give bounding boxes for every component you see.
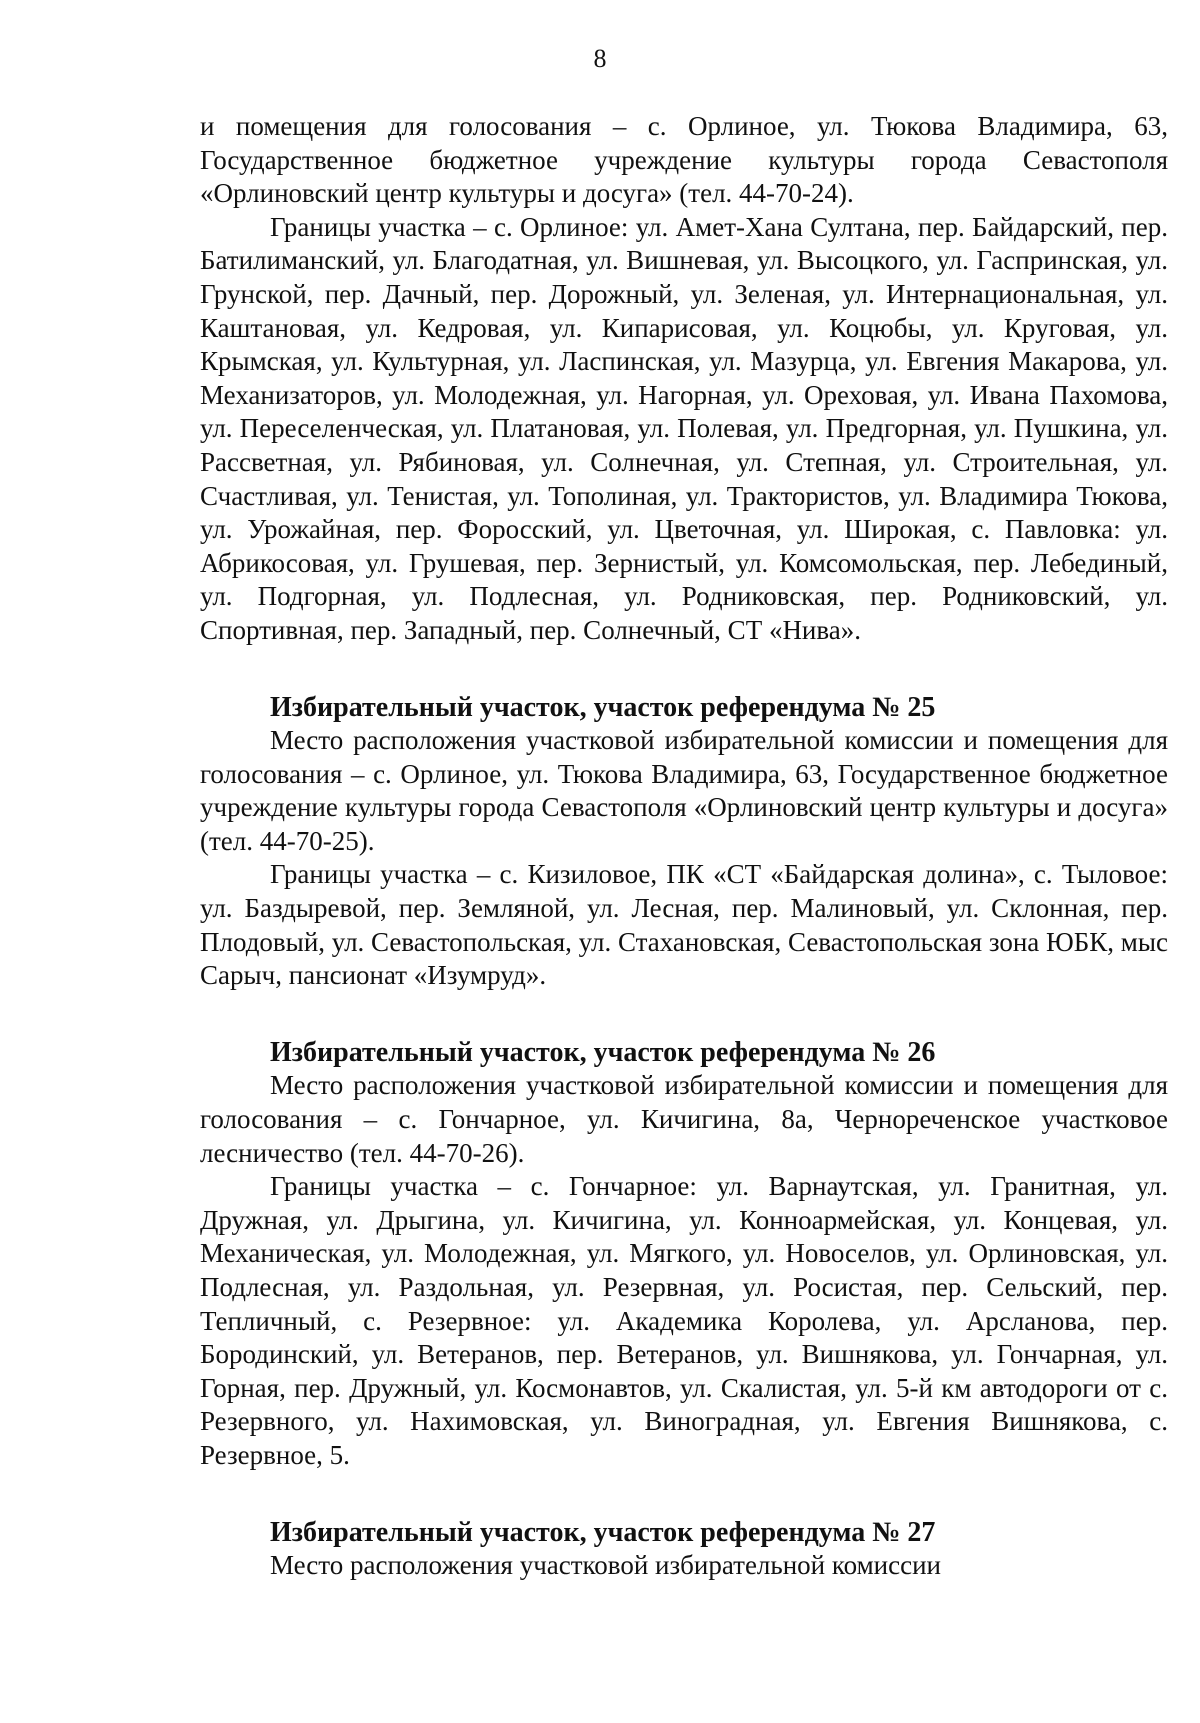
section-heading: Избирательный участок, участок референдума № 27	[270, 1516, 936, 1548]
location-paragraph: Место расположения участковой избирательной комиссии и помещения для голосования – с. Орлиное, ул. Тюкова Владимира, 63, Государственное бюджетное учреждение культуры города Севастополя «Орлиновский центр культуры и досуга» (тел. 44-70-25).	[200, 725, 1168, 856]
location-paragraph: Место расположения участковой избирательной комиссии	[270, 1550, 941, 1581]
document-body	[200, 110, 1168, 1583]
polling-station-27	[200, 1516, 1168, 1583]
location-paragraph: Место расположения участковой избирательной комиссии и помещения для голосования – с. Гончарное, ул. Кичигина, 8а, Чернореченское участковое лесничество (тел. 44-70-26).	[200, 1070, 1168, 1168]
page-number: 8	[593, 44, 607, 73]
section-heading: Избирательный участок, участок референдума № 26	[270, 1036, 936, 1068]
intro-boundaries-paragraph: Границы участка – с. Орлиное: ул. Амет-Хана Султана, пер. Байдарский, пер. Батилиманский, ул. Благодатная, ул. Вишневая, ул. Высоцкого, ул. Гаспринская, ул. Грунской, пер. Дачный, пер. Дорожный, ул. Зеленая, ул. Интернациональная, ул. Каштановая, ул. Кедровая, ул. Кипарисовая, ул. Коцюбы, ул. Круговая, ул. Крымская, ул. Культурная, ул. Ласпинская, ул. Мазурца, ул. Евгения Макарова, ул. Механизаторов, ул. Молодежная, ул. Нагорная, ул. Ореховая, ул. Ивана Пахомова, ул. Переселенческая, ул. Платановая, ул. Полевая, ул. Предгорная, ул. Пушкина, ул. Рассветная, ул. Рябиновая, ул. Солнечная, ул. Степная, ул. Строительная, ул. Счастливая, ул. Тенистая, ул. Тополиная, ул. Трактористов, ул. Владимира Тюкова, ул. Урожайная, пер. Форосский, ул. Цветочная, ул. Широкая, с. Павловка: ул. Абрикосовая, ул. Грушевая, пер. Зернистый, ул. Комсомольская, пер. Лебединый, ул. Подгорная, ул. Подлесная, ул. Родниковская, пер. Родниковский, ул. Спортивная, пер. Западный, пер. Солнечный, СТ «Нива».	[200, 211, 1168, 645]
section-gap	[200, 648, 1168, 691]
polling-station-25	[200, 691, 1168, 993]
boundaries-paragraph: Границы участка – с. Кизиловое, ПК «СТ «Байдарская долина», с. Тыловое: ул. Баздыревой, пер. Земляной, ул. Лесная, пер. Малиновый, ул. Склонная, пер. Плодовый, ул. Севастопольская, ул. Стахановская, Севастопольская зона ЮБК, мыс Сарыч, пансионат «Изумруд».	[200, 859, 1168, 991]
boundaries-paragraph: Границы участка – с. Гончарное: ул. Варнаутская, ул. Гранитная, ул. Дружная, ул. Дрыгина, ул. Кичигина, ул. Конноармейская, ул. Концевая, ул. Механическая, ул. Молодежная, ул. Мягкого, ул. Новоселов, ул. Орлиновская, ул. Подлесная, ул. Раздольная, ул. Резервная, ул. Росистая, пер. Сельский, пер. Тепличный, с. Резервное: ул. Академика Королева, ул. Арсланова, пер. Бородинский, ул. Ветеранов, пер. Ветеранов, ул. Вишнякова, ул. Гончарная, ул. Горная, пер. Дружный, ул. Космонавтов, ул. Скалистая, ул. 5-й км автодороги от с. Резервного, ул. Нахимовская, ул. Виноградная, ул. Евгения Вишнякова, с. Резервное, 5.	[200, 1171, 1168, 1470]
section-heading: Избирательный участок, участок референдума № 25	[270, 691, 936, 723]
intro-premises-paragraph: и помещения для голосования – с. Орлиное, ул. Тюкова Владимира, 63, Государственное бюджетное учреждение культуры города Севастополя «Орлиновский центр культуры и досуга» (тел. 44-70-24).	[200, 111, 1168, 209]
section-gap	[200, 1473, 1168, 1516]
polling-station-26	[200, 1036, 1168, 1473]
section-gap	[200, 993, 1168, 1036]
